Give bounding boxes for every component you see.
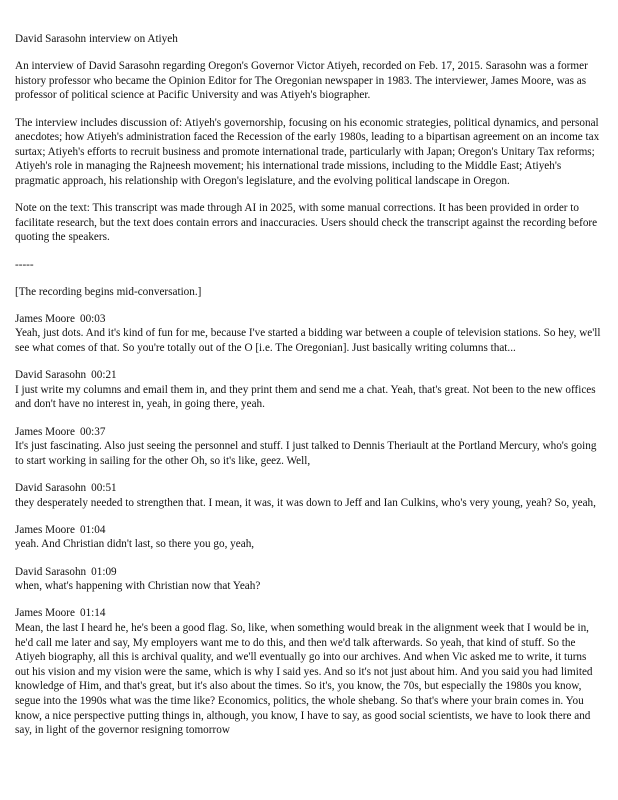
- timestamp: 01:04: [79, 523, 106, 536]
- timestamp: 01:09: [91, 565, 117, 578]
- utterance-text: It's just fascinating. Also just seeing the personnel and stuff. I just talked to Dennis Theriault at the Portland Mercury, who's going to start working in sailing for the other Oh, so it's like, geez. Well,: [15, 440, 597, 467]
- speaker-line: [15, 606, 603, 621]
- summary-paragraph: The interview includes discussion of: Atiyeh's governorship, focusing on his economic strategies, political dynamics, and personal anecdotes; how Atiyeh's administration faced the Recession of the early 1980s, leading to a bipartisan agreement on an income tax surtax; Atiyeh's efforts to recruit business and promote international trade, particularly with Japan; Oregon's Unitary Tax reforms; Atiyeh's role in managing the Rajneesh movement; his international trade missions, including to the Middle East; Atiyeh's pragmatic approach, his relationship with Oregon's legislature, and the evolving political landscape in Oregon.: [15, 116, 600, 187]
- utterance-text: yeah. And Christian didn't last, so there you go, yeah,: [15, 538, 255, 551]
- speaker-name: David Sarasohn: [15, 482, 87, 494]
- timestamp: 00:03: [79, 312, 106, 325]
- transcript-turn: [15, 606, 603, 737]
- speaker-name: James Moore: [15, 607, 75, 620]
- speaker-line: [15, 368, 603, 383]
- speaker-name: James Moore: [15, 312, 75, 325]
- utterance-text: Mean, the last I heard he, he's been a good flag. So, like, when something would break in the alignment week that I would be in, he'd call me later and say, My employers want me to do this, and then we'd talk afterwards. So yeah, that kind of stuff. So the Atiyeh biography, all this is archival quality, and we'll eventually go into our archives. And when Vic asked me to write, it turns out his vision and my vision were the same, which is why I said yes. And so it's not just about him. And you said you had limited knowledge of Him, and that's great, but it's also about the times. So it's, you know, the 70s, but especially the 1980s you know, segue into the 1990s what was the time like? Economics, politics, the whole shebang. So that's where your brain comes in. You know, a nice perspective putting things in, although, you know, I have to say, as good social scientists, we have to look there and say, in light of the governor resigning tomorrow: [15, 621, 593, 737]
- document-title: David Sarasohn interview on Atiyeh: [15, 33, 178, 45]
- timestamp: 00:51: [91, 482, 117, 494]
- utterance-text: Yeah, just dots. And it's kind of fun for me, because I've started a bidding war between a couple of television stations. So hey, we'll see what comes of that. So you're totally out of the O [i.e. The Oregonian]. Just basically writing columns that...: [15, 327, 601, 355]
- timestamp: 00:21: [91, 369, 117, 382]
- transcript-turn: [15, 523, 603, 552]
- transcript-turn: [15, 565, 603, 594]
- speaker-name: David Sarasohn: [15, 369, 87, 382]
- transcript-turn: [15, 425, 603, 469]
- utterance-text: they desperately needed to strengthen that. I mean, it was, it was down to Jeff and Ian Culkins, who's very young, yeah? So, yeah,: [15, 496, 596, 509]
- speaker-name: James Moore: [15, 425, 75, 438]
- separator: -----: [15, 258, 34, 271]
- transcript-page: [15, 32, 603, 750]
- transcript-turn: [15, 312, 603, 356]
- speaker-line: [15, 523, 603, 538]
- transcript-turn: [15, 481, 603, 510]
- timestamp: 00:37: [79, 425, 106, 438]
- utterance-text: when, what's happening with Christian now that Yeah?: [15, 580, 261, 593]
- timestamp: 01:14: [79, 607, 106, 620]
- utterance-text: I just write my columns and email them in, and they print them and send me a chat. Yeah, that's great. Not been to the new offices and don't have no interest in, yeah, in going there, yeah.: [15, 383, 596, 411]
- speaker-line: [15, 481, 603, 496]
- speaker-line: [15, 312, 603, 327]
- speaker-name: James Moore: [15, 523, 75, 536]
- transcript-turn: [15, 368, 603, 412]
- recording-note: [The recording begins mid-conversation.]: [15, 285, 202, 298]
- speaker-name: David Sarasohn: [15, 565, 87, 578]
- speaker-line: [15, 565, 603, 580]
- speaker-line: [15, 425, 603, 440]
- note-paragraph: Note on the text: This transcript was made through AI in 2025, with some manual corrections. It has been provided in order to facilitate research, but the text does contain errors and inaccuracies. Users should check the transcript against the recording before quoting the speakers.: [15, 202, 598, 244]
- intro-paragraph: An interview of David Sarasohn regarding Oregon's Governor Victor Atiyeh, recorded on Feb. 17, 2015. Sarasohn was a former history professor who became the Opinion Editor for The Oregonian newspaper in 1983. The interviewer, James Moore, was as professor of political science at Pacific University and was Atiyeh's biographer.: [15, 60, 588, 102]
